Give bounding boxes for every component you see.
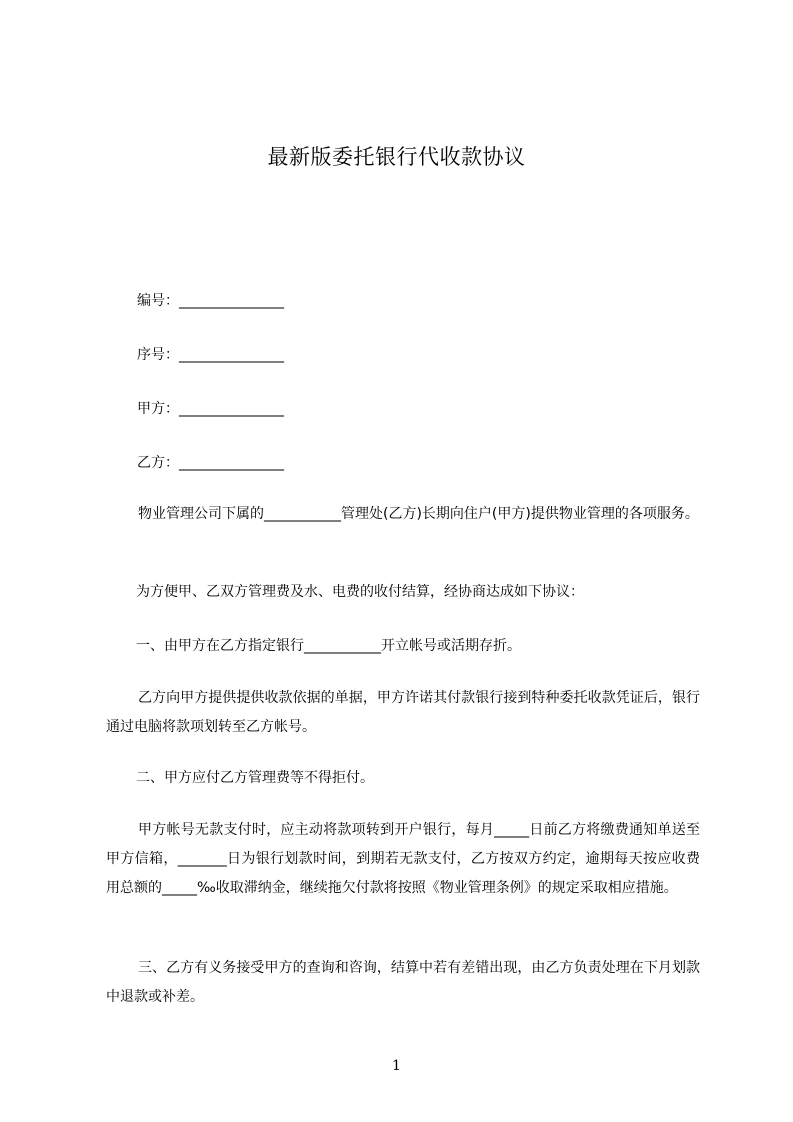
- sequence-number-field: 序号：_______________: [137, 347, 284, 363]
- clause-2-detail: 甲方帐号无款支付时，应主动将款项转到开户银行，每月_____日前乙方将缴费通知单送至甲方信箱，_______日为银行划款时间，到期若无款支付，乙方按双方约定，逾期每天按应收费用总额的_____‰收取滞纳金，继续拖欠付款将按照《物业管理条例》的规定采取相应措施。: [106, 822, 700, 896]
- clause-1-heading: 一、由甲方在乙方指定银行___________开立帐号或活期存折。: [136, 638, 521, 654]
- intro-paragraph: 物业管理公司下属的___________管理处(乙方)长期向住户(甲方)提供物业管理的各项服务。: [138, 506, 699, 522]
- clause-3-paragraph: 三、乙方有义务接受甲方的查询和咨询，结算中若有差错出现，由乙方负责处理在下月划款中退款或补差。: [106, 960, 700, 1005]
- party-a-field: 甲方：_______________: [137, 401, 284, 417]
- purpose-paragraph: 为方便甲、乙双方管理费及水、电费的收付结算，经协商达成如下协议：: [136, 584, 584, 600]
- serial-number-field: 编号：_______________: [137, 293, 284, 309]
- page-number: 1: [392, 1058, 401, 1074]
- clause-1-detail: 乙方向甲方提供提供收款依据的单据，甲方许诺其付款银行接到特种委托收款凭证后，银行通过电脑将款项划转至乙方帐号。: [106, 690, 700, 735]
- party-b-field: 乙方：_______________: [137, 455, 284, 471]
- clause-2-heading: 二、甲方应付乙方管理费等不得拒付。: [136, 770, 374, 786]
- document-title: 最新版委托银行代收款协议: [267, 145, 526, 169]
